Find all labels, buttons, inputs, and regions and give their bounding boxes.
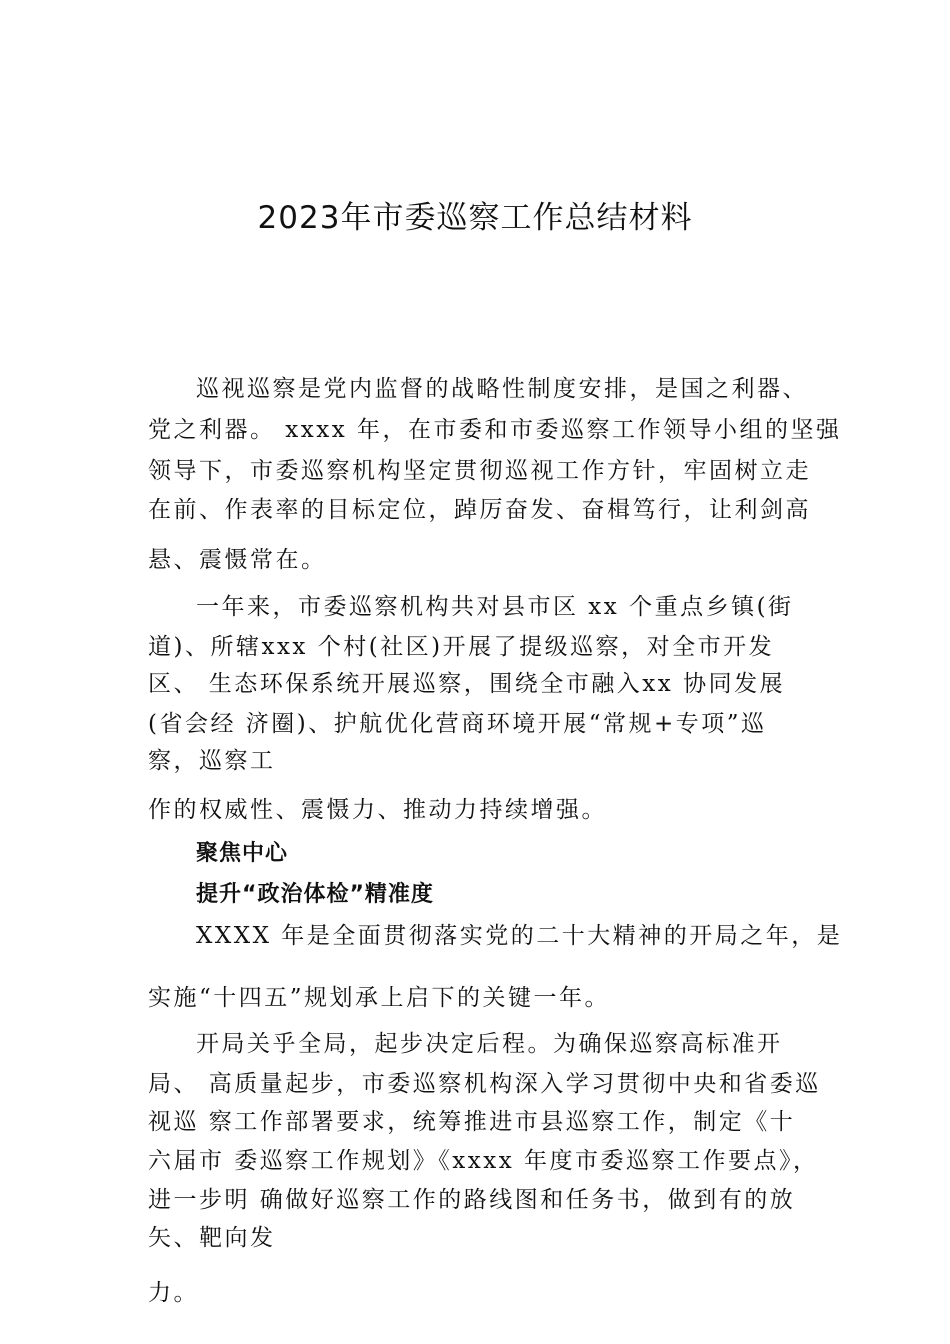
- paragraph-1-line-5: 悬、震慑常在。: [148, 547, 327, 573]
- document-title: 2023年市委巡察工作总结材料: [257, 200, 693, 236]
- paragraph-4-line-7: 力。: [148, 1280, 199, 1306]
- paragraph-4-line-4: 六届市 委巡察工作规划》《xxxx 年度市委巡察工作要点》，: [148, 1148, 819, 1174]
- paragraph-4-line-5: 进一步明 确做好巡察工作的路线图和任务书，做到有的放: [148, 1187, 796, 1213]
- paragraph-4-line-2: 局、 高质量起步，市委巡察机构深入学习贯彻中央和省委巡: [148, 1071, 821, 1097]
- paragraph-1-line-1: 巡视巡察是党内监督的战略性制度安排，是国之利器、: [196, 376, 808, 402]
- section-heading-2: 提升“政治体检”精准度: [196, 882, 434, 907]
- paragraph-2-line-5: 察，巡察工: [148, 748, 276, 774]
- paragraph-1-line-3: 领导下，市委巡察机构坚定贯彻巡视工作方针，牢固树立走: [148, 458, 811, 484]
- section-heading-1: 聚焦中心: [196, 841, 289, 866]
- paragraph-2-line-2: 道)、所辖xxx 个村(社区)开展了提级巡察，对全市开发: [148, 634, 775, 660]
- paragraph-1-line-4: 在前、作表率的目标定位，踔厉奋发、奋楫笃行，让利剑高: [148, 497, 811, 523]
- paragraph-2-line-6: 作的权威性、震慑力、推动力持续增强。: [148, 797, 607, 823]
- paragraph-3-line-2: 实施“十四五”规划承上启下的关键一年。: [148, 985, 611, 1011]
- paragraph-4-line-1: 开局关乎全局，起步决定后程。为确保巡察高标准开: [196, 1031, 783, 1057]
- paragraph-2-line-3: 区、 生态环保系统开展巡察，围绕全市融入xx 协同发展: [148, 671, 786, 697]
- paragraph-3-line-1: XXXX 年是全面贯彻落实党的二十大精神的开局之年，是: [196, 923, 843, 949]
- paragraph-2-line-4: (省会经 济圈)、护航优化营商环境开展“常规+专项”巡: [148, 711, 767, 737]
- paragraph-1-line-2: 党之利器。 xxxx 年，在市委和市委巡察工作领导小组的坚强: [148, 417, 842, 443]
- paragraph-2-line-1: 一年来，市委巡察机构共对县市区 xx 个重点乡镇(街: [196, 594, 794, 620]
- paragraph-4-line-3: 视巡 察工作部署要求，统筹推进市县巡察工作，制定《十: [148, 1109, 796, 1135]
- paragraph-4-line-6: 矢、靶向发: [148, 1225, 276, 1251]
